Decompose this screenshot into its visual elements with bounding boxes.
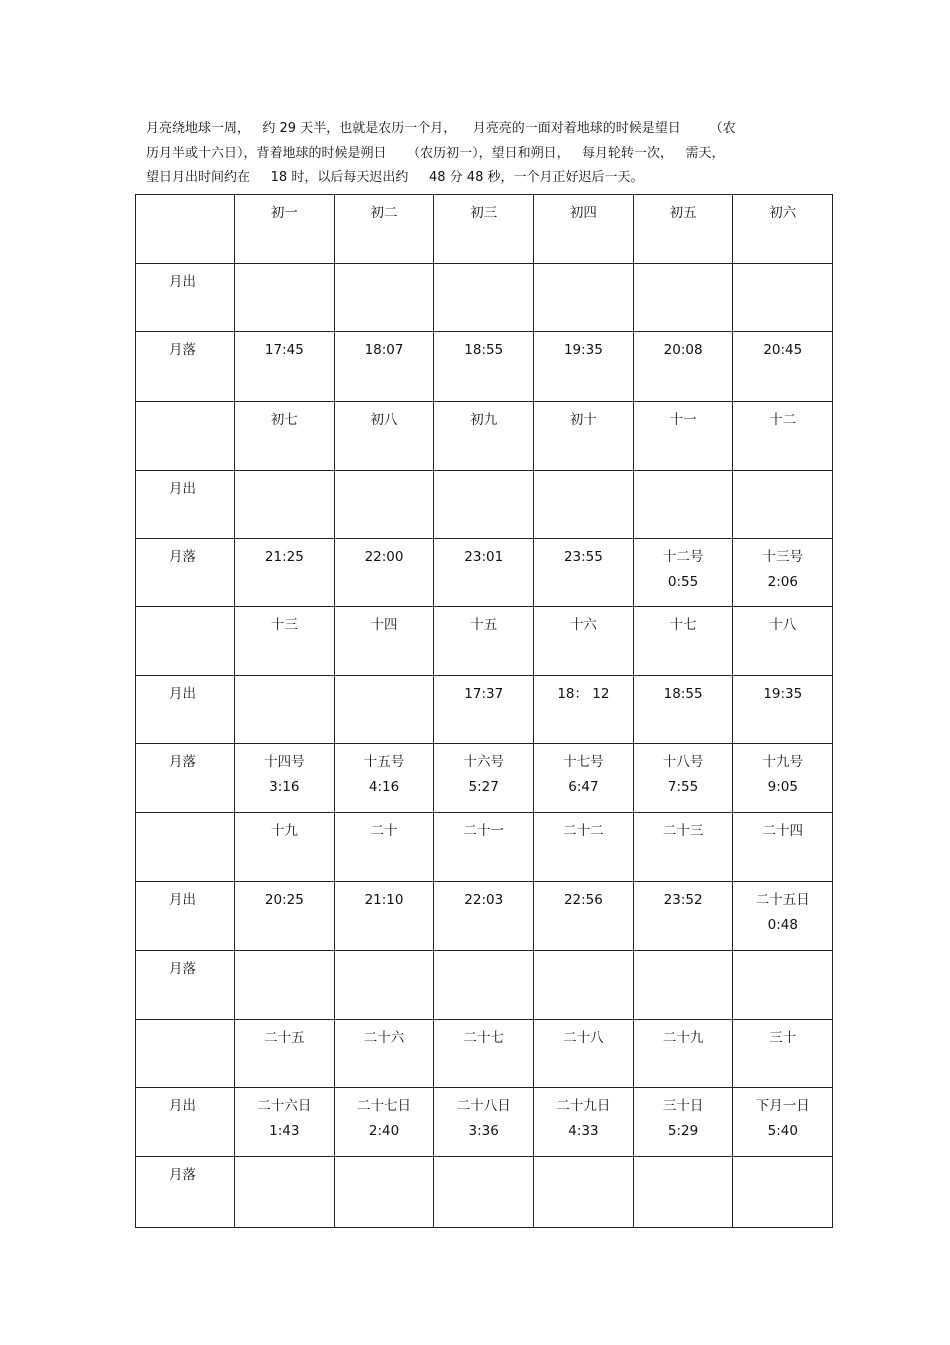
day-header-cell: 十七 [633, 607, 733, 676]
entry-time: 23:52 [663, 892, 703, 908]
day-header-cell: 十九 [235, 813, 335, 882]
day-header-cell: 二十八 [534, 1020, 634, 1088]
entry-date: 十七号 [563, 754, 604, 770]
moonset-cell [235, 951, 335, 1020]
entry-date: 二十九日 [556, 1098, 611, 1114]
day-header-cell: 初一 [235, 195, 335, 264]
moonrise-cell [334, 471, 434, 539]
day-header-row [136, 402, 833, 471]
moonrise-cell [334, 676, 434, 744]
day-header-cell: 初七 [235, 402, 335, 471]
entry-time: 3:36 [468, 1123, 499, 1139]
day-header-cell: 十五 [434, 607, 534, 676]
moonset-cell [733, 744, 833, 813]
intro-line: 历月半或十六日），背着地球的时候是朔日 （农历初一），望日和朔日， 每月轮转一次， 需天， [146, 145, 725, 161]
moonset-cell [534, 951, 634, 1020]
row-label-empty [136, 402, 235, 471]
entry-time: 23:55 [563, 549, 603, 565]
entry-time: 0:48 [767, 917, 798, 933]
entry-time: 22:03 [464, 892, 504, 908]
moonset-label: 月落 [136, 539, 235, 607]
day-header-cell: 三十 [733, 1020, 833, 1088]
moonset-cell [334, 539, 434, 607]
moonrise-cell [733, 471, 833, 539]
moonrise-row [136, 882, 833, 951]
entry-time: 5:27 [468, 779, 499, 795]
moonset-label: 月落 [136, 951, 235, 1020]
day-header-cell: 初五 [633, 195, 733, 264]
moonset-row [136, 744, 833, 813]
entry-time: 21:25 [264, 549, 304, 565]
day-header-cell: 初三 [434, 195, 534, 264]
day-header-cell: 十四 [334, 607, 434, 676]
day-header-row [136, 813, 833, 882]
moonrise-cell [633, 882, 733, 951]
entry-date: 十八号 [662, 754, 704, 770]
moonset-cell [633, 539, 733, 607]
moonrise-cell [434, 264, 534, 332]
moonrise-cell [733, 1088, 833, 1157]
entry-time: 22:00 [364, 549, 404, 565]
moonset-cell [534, 332, 634, 402]
day-header-cell: 十三 [235, 607, 335, 676]
row-label-empty [136, 607, 235, 676]
entry-time: 2:06 [767, 574, 798, 590]
moonset-cell [534, 744, 634, 813]
entry-time: 6:47 [568, 779, 599, 795]
intro-paragraph [146, 117, 816, 191]
moonrise-cell [534, 882, 634, 951]
moonset-cell [733, 539, 833, 607]
day-header-cell: 二十六 [334, 1020, 434, 1088]
moonrise-cell [235, 882, 335, 951]
moonrise-row [136, 676, 833, 744]
entry-time: 7:55 [667, 779, 699, 795]
entry-date: 下月一日 [755, 1098, 810, 1114]
moonrise-cell [633, 676, 733, 744]
day-header-cell: 初九 [434, 402, 534, 471]
day-header-cell: 二十一 [434, 813, 534, 882]
moonrise-cell [733, 882, 833, 951]
entry-time: 20:08 [663, 342, 703, 358]
moonrise-cell [334, 1088, 434, 1157]
entry-time: 0:55 [667, 574, 699, 590]
entry-date: 十九号 [762, 754, 804, 770]
moonset-label: 月落 [136, 332, 235, 402]
entry-time: 3:16 [269, 779, 300, 795]
moonrise-cell [434, 1088, 534, 1157]
entry-date: 十二号 [662, 549, 704, 565]
day-header-cell: 十六 [534, 607, 634, 676]
day-header-cell: 初六 [733, 195, 833, 264]
day-header-row [136, 195, 833, 264]
entry-time: 2:40 [368, 1123, 400, 1139]
entry-time: 18:55 [663, 686, 703, 702]
moonrise-cell [633, 471, 733, 539]
day-header-cell: 二十五 [235, 1020, 335, 1088]
day-header-row [136, 607, 833, 676]
entry-time: 20:45 [763, 342, 803, 358]
moonrise-cell [733, 264, 833, 332]
entry-date: 二十五日 [755, 892, 810, 908]
intro-line: 望日月出时间约在 18 时，以后每天迟出约 48 分 48 秒，一个月正好迟后一天。 [146, 170, 644, 185]
day-header-cell: 二十七 [434, 1020, 534, 1088]
entry-date: 十四号 [264, 754, 305, 770]
row-label-empty [136, 813, 235, 882]
moonrise-cell [235, 471, 335, 539]
moonset-row [136, 951, 833, 1020]
moonrise-cell [434, 471, 534, 539]
moonrise-cell [534, 1088, 634, 1157]
entry-date: 二十七日 [357, 1098, 412, 1114]
moonrise-cell [633, 1088, 733, 1157]
moonset-row [136, 539, 833, 607]
moonset-cell [534, 1157, 634, 1228]
moonset-cell [733, 1157, 833, 1228]
moonset-cell [235, 1157, 335, 1228]
moonrise-row [136, 471, 833, 539]
moonset-cell [235, 539, 335, 607]
entry-date: 十六号 [463, 754, 504, 770]
day-header-cell: 十八 [733, 607, 833, 676]
moonrise-cell [633, 264, 733, 332]
moonset-cell [434, 951, 534, 1020]
day-header-cell: 初十 [534, 402, 634, 471]
moonset-cell [633, 332, 733, 402]
moonset-cell [434, 539, 534, 607]
moonrise-cell [235, 676, 335, 744]
moonset-label: 月落 [136, 744, 235, 813]
moonset-cell [733, 951, 833, 1020]
moonset-row [136, 1157, 833, 1228]
entry-date: 十三号 [762, 549, 804, 565]
moonset-label: 月落 [136, 1157, 235, 1228]
entry-time: 1:43 [269, 1123, 300, 1139]
moonrise-label: 月出 [136, 471, 235, 539]
day-header-row [136, 1020, 833, 1088]
moonrise-cell [733, 676, 833, 744]
entry-time: 9:05 [767, 779, 798, 795]
day-header-cell: 二十九 [633, 1020, 733, 1088]
moonset-cell [633, 951, 733, 1020]
day-header-cell: 初八 [334, 402, 434, 471]
day-header-cell: 初二 [334, 195, 434, 264]
entry-time: 21:10 [364, 892, 404, 908]
entry-date: 二十六日 [257, 1098, 312, 1114]
moonset-row [136, 332, 833, 402]
intro-line: 月亮绕地球一周， 约 29 天半，也就是农历一个月， 月亮亮的一面对着地球的时候是望日 （农 [146, 121, 736, 136]
moonrise-cell [534, 264, 634, 332]
entry-time: 17:37 [464, 686, 504, 702]
entry-time: 18： 12 [557, 686, 610, 702]
moonset-cell [534, 539, 634, 607]
entry-date: 二十八日 [456, 1098, 511, 1114]
moonset-cell [434, 332, 534, 402]
entry-time: 18:07 [364, 342, 404, 358]
moonrise-cell [235, 1088, 335, 1157]
moonset-cell [235, 744, 335, 813]
moonrise-label: 月出 [136, 264, 235, 332]
entry-time: 19:35 [763, 686, 803, 702]
moonrise-cell [334, 882, 434, 951]
entry-date: 三十日 [662, 1098, 704, 1114]
moonset-cell [434, 744, 534, 813]
moonrise-cell [334, 264, 434, 332]
moonrise-moonset-table [135, 194, 833, 1228]
moonset-cell [633, 744, 733, 813]
moonrise-label: 月出 [136, 882, 235, 951]
moonrise-cell [534, 676, 634, 744]
moonset-cell [733, 332, 833, 402]
entry-time: 5:40 [767, 1123, 798, 1139]
day-header-cell: 初四 [534, 195, 634, 264]
moonset-cell [434, 1157, 534, 1228]
day-header-cell: 二十 [334, 813, 434, 882]
moonrise-row [136, 264, 833, 332]
moonrise-label: 月出 [136, 1088, 235, 1157]
entry-time: 20:25 [264, 892, 304, 908]
moonset-cell [235, 332, 335, 402]
entry-time: 22:56 [563, 892, 603, 908]
entry-time: 19:35 [563, 342, 603, 358]
entry-time: 4:33 [568, 1123, 599, 1139]
entry-time: 23:01 [464, 549, 504, 565]
row-label-empty [136, 195, 235, 264]
moonset-cell [334, 951, 434, 1020]
moonrise-row [136, 1088, 833, 1157]
entry-time: 17:45 [264, 342, 304, 358]
moonrise-cell [534, 471, 634, 539]
moonrise-cell [235, 264, 335, 332]
moonset-cell [633, 1157, 733, 1228]
moonset-cell [334, 1157, 434, 1228]
moonrise-cell [434, 676, 534, 744]
day-header-cell: 二十四 [733, 813, 833, 882]
moonrise-cell [434, 882, 534, 951]
day-header-cell: 二十二 [534, 813, 634, 882]
entry-time: 18:55 [464, 342, 504, 358]
day-header-cell: 十一 [633, 402, 733, 471]
moonrise-label: 月出 [136, 676, 235, 744]
row-label-empty [136, 1020, 235, 1088]
day-header-cell: 二十三 [633, 813, 733, 882]
entry-time: 4:16 [368, 779, 400, 795]
day-header-cell: 十二 [733, 402, 833, 471]
moonset-cell [334, 744, 434, 813]
moonset-cell [334, 332, 434, 402]
entry-time: 5:29 [667, 1123, 699, 1139]
entry-date: 十五号 [363, 754, 405, 770]
